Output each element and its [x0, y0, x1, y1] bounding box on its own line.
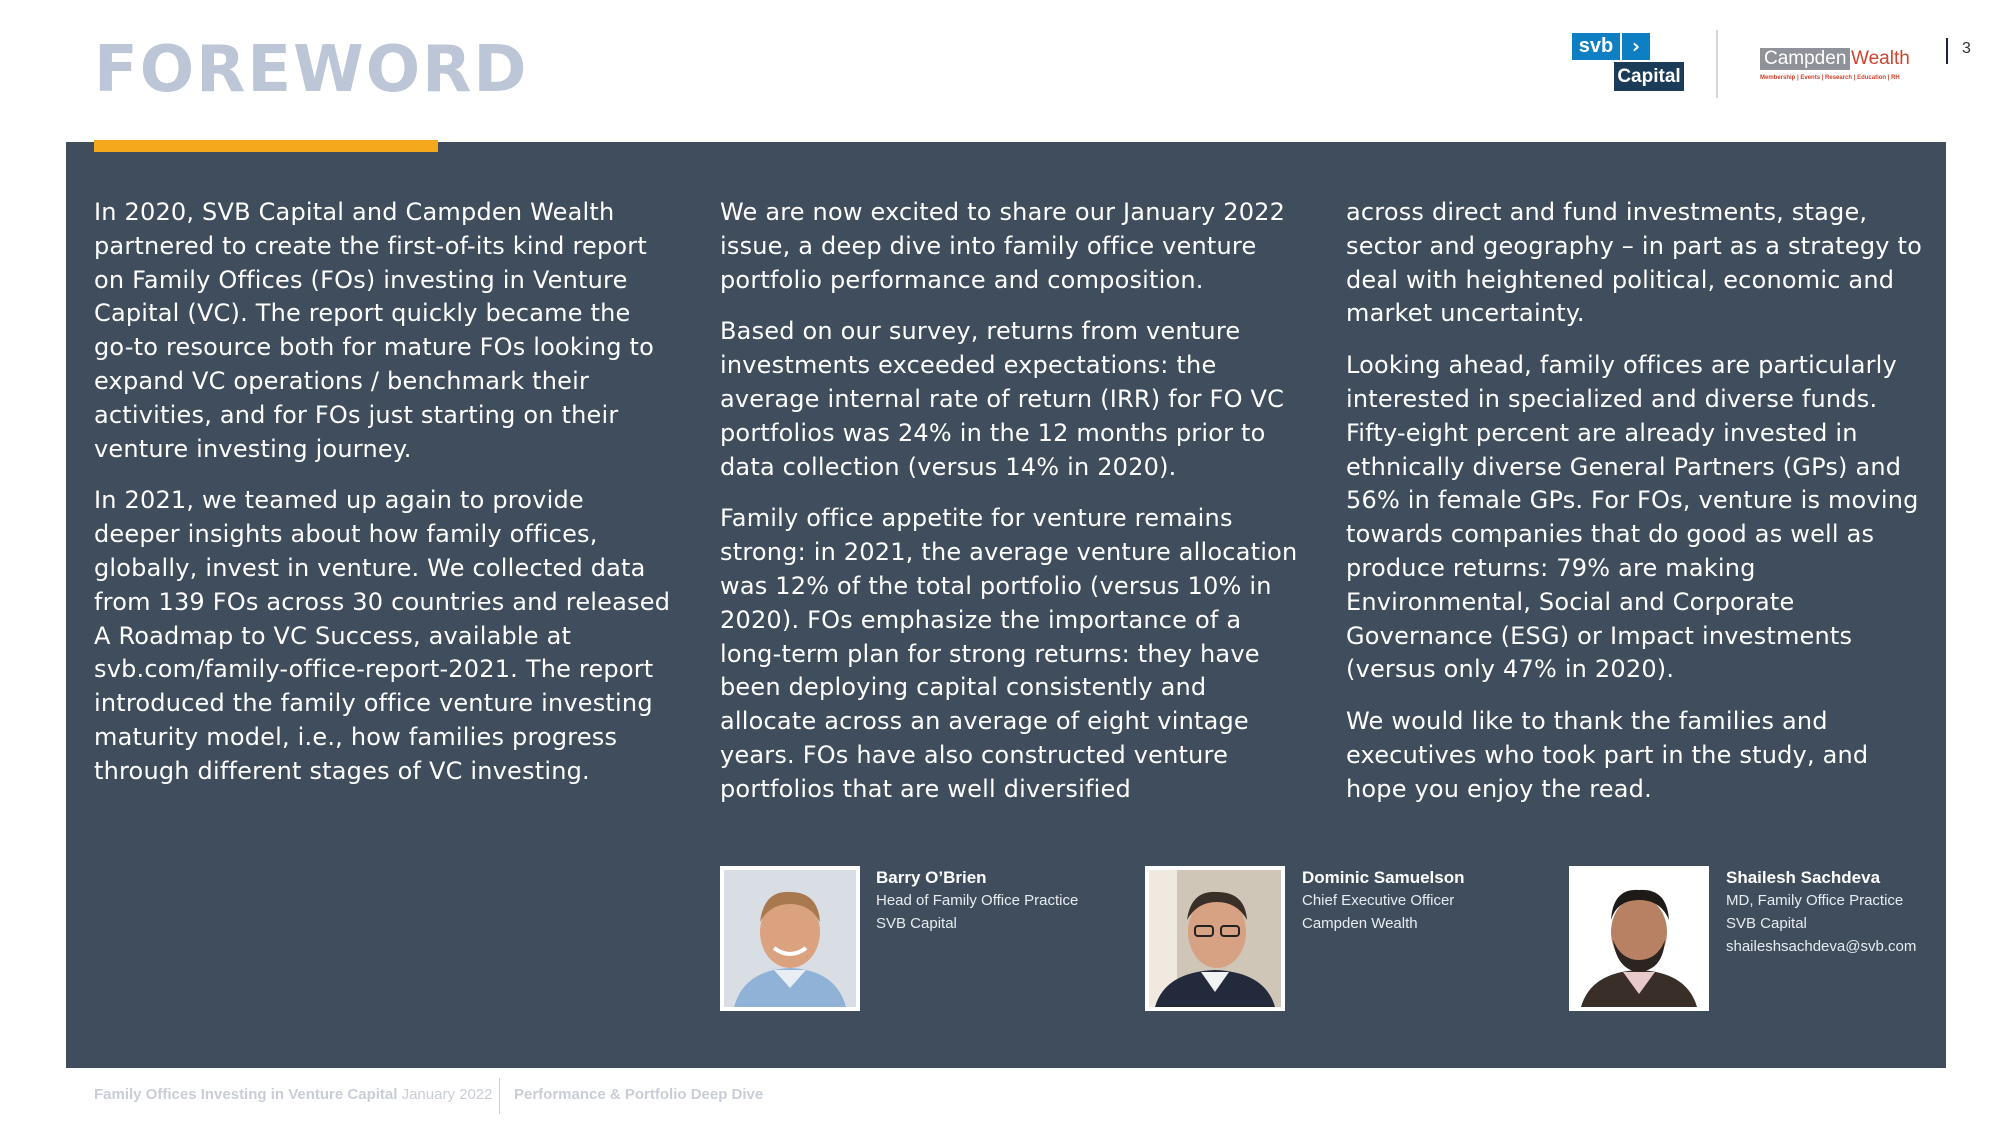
footer-report: Family Offices Investing in Venture Capital [94, 1086, 398, 1103]
capital-logo-text: Capital [1614, 62, 1684, 91]
photo-dominic-samuelson [1145, 866, 1285, 1011]
paragraph: Family office appetite for venture remains strong: in 2021, the average venture allocation was 12% of the total portfolio (versus 10% in 2020). FOs emphasize the importance of a long-term plan for strong returns: they have been deploying capital consistently and allocate across an average of eight vintage years. FOs have also constructed venture portfolios that are well diversified [720, 504, 1298, 803]
person-barry-obrien [876, 866, 1078, 935]
logo-divider [1716, 30, 1718, 98]
person-org: SVB Capital [876, 915, 957, 932]
paragraph: Looking ahead, family offices are particularly interested in specialized and diverse funds. Fifty-eight percent are already invested in ethnically diverse General Partners (GPs) and 56% in female GPs. For FOs, venture is moving towards companies that do good as well as produce returns: 79% are making Environmental, Social and Corporate Governance (ESG) or Impact investments (versus only 47% in 2020). [1346, 351, 1919, 684]
body-column-1 [94, 196, 674, 807]
paragraph: In 2020, SVB Capital and Campden Wealth partnered to create the first-of-its kind report on Family Offices (FOs) investing in Venture Capital (VC). The report quickly became the go-to resource both for mature FOs looking to expand VC operations / benchmark their activities, and for FOs just starting on their venture investing journey. [94, 198, 655, 463]
person-dominic-samuelson [1302, 866, 1464, 935]
wealth-logo-text: Wealth [1851, 48, 1910, 69]
footer-report-title [94, 1086, 493, 1103]
person-name: Shailesh Sachdeva [1726, 868, 1881, 887]
body-column-3 [1346, 196, 1926, 825]
person-org: Campden Wealth [1302, 915, 1418, 932]
chevron-right-icon: › [1622, 33, 1650, 60]
campden-wealth-logo [1760, 48, 1916, 88]
page-number: 3 [1962, 40, 1971, 57]
page-number-bar [1946, 38, 1948, 64]
accent-bar [94, 140, 438, 152]
svb-logo-text: svb [1572, 33, 1620, 60]
person-name: Barry O’Brien [876, 868, 987, 887]
photo-barry-obrien [720, 866, 860, 1011]
campden-logo-text: Campden [1760, 48, 1850, 70]
person-title: Chief Executive Officer [1302, 892, 1455, 909]
footer-date: January 2022 [401, 1086, 493, 1103]
paragraph: We are now excited to share our January 2022 issue, a deep dive into family office venture portfolio performance and composition. [720, 198, 1286, 294]
page-title: FOREWORD [94, 33, 529, 107]
photo-shailesh-sachdeva [1569, 866, 1709, 1011]
body-column-2 [720, 196, 1300, 825]
footer-divider [499, 1078, 500, 1114]
person-org: SVB Capital [1726, 915, 1807, 932]
person-title: MD, Family Office Practice [1726, 892, 1904, 909]
paragraph: across direct and fund investments, stage, sector and geography – in part as a strategy to deal with heightened political, economic and market uncertainty. [1346, 198, 1922, 328]
paragraph: Based on our survey, returns from venture investments exceeded expectations: the average internal rate of return (IRR) for FO VC portfolios was 24% in the 12 months prior to data collection (versus 14% in 2020). [720, 317, 1285, 481]
campden-tagline: Membership | Events | Research | Education | RH [1760, 75, 1900, 81]
svb-capital-logo [1572, 33, 1684, 91]
paragraph: In 2021, we teamed up again to provide deeper insights about how family offices, globally, invest in venture. We collected data from 139 FOs across 30 countries and released A Roadmap to VC Success, available at svb.com/family-office-report-2021. The report introduced the family office venture investing maturity model, i.e., how families progress through different stages of VC investing. [94, 486, 671, 785]
person-email[interactable]: shaileshsachdeva@svb.com [1726, 938, 1917, 955]
person-name: Dominic Samuelson [1302, 868, 1465, 887]
paragraph: We would like to thank the families and executives who took part in the study, and hope you enjoy the read. [1346, 707, 1869, 803]
footer-section: Performance & Portfolio Deep Dive [514, 1086, 764, 1103]
person-shailesh-sachdeva [1726, 866, 1916, 958]
person-title: Head of Family Office Practice [876, 892, 1079, 909]
